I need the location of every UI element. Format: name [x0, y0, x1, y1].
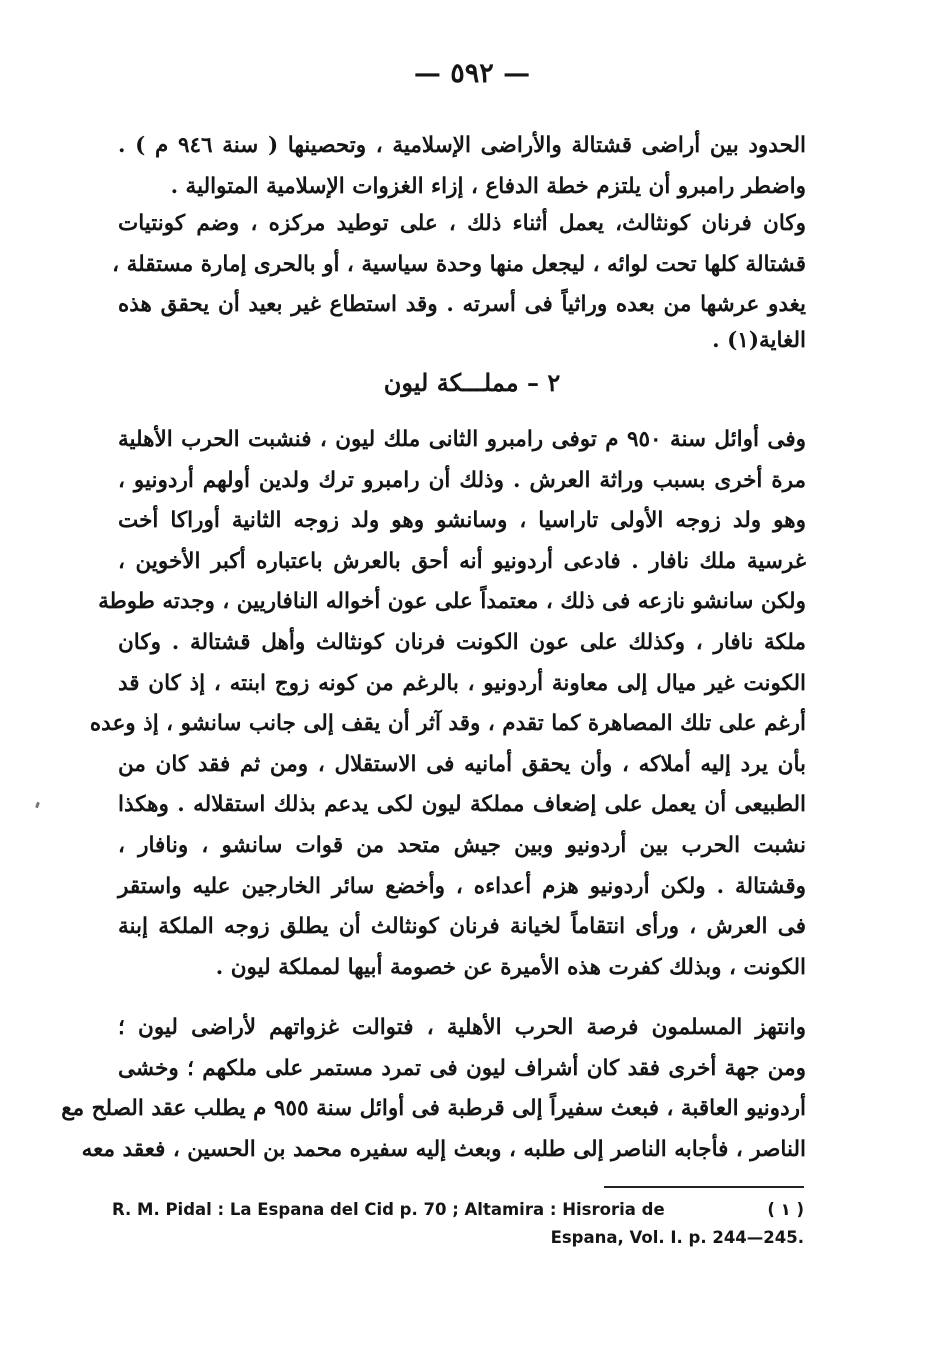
- footnote-line-1: [112, 1200, 804, 1219]
- paragraph-3-line-10: الطبيعى أن يعمل على إضعاف مملكة ليون لكى يدعم بذلك استقلاله . وهكذا: [118, 792, 806, 818]
- paragraph-4-line-3: أردونيو العاقبة ، فبعث سفيراً إلى قرطبة فى أوائل سنة ٩٥٥ م يطلب عقد الصلح مع: [61, 1096, 806, 1122]
- section-heading: ٢ – مملـــكة ليون: [383, 368, 561, 397]
- paragraph-4-line-1: وانتهز المسلمون فرصة الحرب الأهلية ، فتوالت غزواتهم لأراضى ليون ؛: [118, 1015, 806, 1040]
- paragraph-2-line-4: الغاية(١) .: [712, 327, 806, 353]
- footnote-divider: [604, 1186, 804, 1188]
- footnote-line-2: Espana, Vol. I. p. 244—245.: [550, 1228, 804, 1247]
- paragraph-4: [61, 1008, 806, 1170]
- paragraph-3-line-5: ولكن سانشو نازعه فى ذلك ، معتمداً على عون أخواله النافاريين ، وجدته طوطة: [98, 589, 806, 615]
- paragraph-3-line-11: نشبت الحرب بين أردونيو وبين جيش متحد من قوات سانشو ، ونافار ،: [118, 832, 806, 858]
- paragraph-3-line-14: الكونت ، وبذلك كفرت هذه الأميرة عن خصومة أبيها لمملكة ليون .: [215, 954, 806, 980]
- paragraph-1-line-1: الحدود بين أراضى قشتالة والأراضى الإسلامية ، وتحصينها ( سنة ٩٤٦ م ) .: [118, 133, 806, 158]
- paragraph-3-line-8: أرغم على تلك المصاهرة كما تقدم ، وقد آثر أن يقف إلى جانب سانشو ، إذ وعده: [89, 711, 806, 737]
- paragraph-3-line-7: الكونت غير ميال إلى معاونة أردونيو ، بالرغم من كونه زوج ابنته ، إذ كان قد: [118, 670, 806, 696]
- paragraph-1: [118, 126, 806, 207]
- footnote-marker: ( ١ ): [767, 1200, 804, 1219]
- paragraph-3-line-1: وفى أوائل سنة ٩٥٠ م توفى رامبرو الثانى ملك ليون ، فنشبت الحرب الأهلية: [118, 427, 806, 452]
- scan-speck: [35, 802, 40, 809]
- paragraph-2-line-3: يغدو عرشها من بعده وراثياً فى أسرته . وقد استطاع غير بعيد أن يحقق هذه: [118, 292, 806, 318]
- paragraph-4-line-2: ومن جهة أخرى فقد كان أشراف ليون فى تمرد مستمر على ملكهم ؛ وخشى: [118, 1055, 806, 1081]
- paragraph-3-line-12: وقشتالة . ولكن أردونيو هزم أعداءه ، وأخضع سائر الخارجين عليه واستقر: [118, 873, 806, 899]
- paragraph-2-line-2: قشتالة كلها تحت لوائه ، ليجعل منها وحدة سياسية ، أو بالحرى إمارة مستقلة ،: [112, 251, 806, 277]
- footnote-citation-part-1: R. M. Pidal : La Espana del Cid p. 70 ; Altamira : Hisroria de: [112, 1200, 665, 1219]
- paragraph-3-line-13: فى العرش ، ورأى انتقاماً لخيانة فرنان كونثالث أن يطلق زوجه الملكة إبنة: [118, 914, 806, 940]
- paragraph-3-line-6: ملكة نافار ، وكذلك على عون الكونت فرنان كونثالث وأهل قشتالة . وكان: [118, 629, 806, 655]
- paragraph-3-line-9: بأن يرد إليه أملاكه ، وأن يحقق أمانيه فى الاستقلال ، ومن ثم فقد كان من: [118, 751, 806, 777]
- paragraph-1-line-2: واضطر رامبرو أن يلتزم خطة الدفاع ، إزاء الغزوات الإسلامية المتوالية .: [170, 173, 806, 199]
- paragraph-3-line-2: مرة أخرى بسبب وراثة العرش . وذلك أن رامبرو ترك ولدين أولهم أردونيو ،: [118, 467, 806, 493]
- paragraph-2: [112, 204, 806, 356]
- paragraph-3-line-4: غرسية ملك نافار . فادعى أردونيو أنه أحق بالعرش باعتباره أكبر الأخوين ،: [118, 548, 806, 574]
- paragraph-3-line-3: وهو ولد زوجه الأولى تاراسيا ، وسانشو وهو ولد زوجه الثانية أوراكا أخت: [118, 508, 806, 534]
- page-number: — ٥٩٢ —: [413, 58, 531, 89]
- paragraph-3: [89, 420, 806, 988]
- paragraph-2-line-1: وكان فرنان كونثالث، يعمل أثناء ذلك ، على توطيد مركزه ، وضم كونتيات: [118, 211, 806, 236]
- paragraph-4-line-4: الناصر ، فأجابه الناصر إلى طلبه ، وبعث إليه سفيره محمد بن الحسين ، فعقد معه: [81, 1136, 806, 1162]
